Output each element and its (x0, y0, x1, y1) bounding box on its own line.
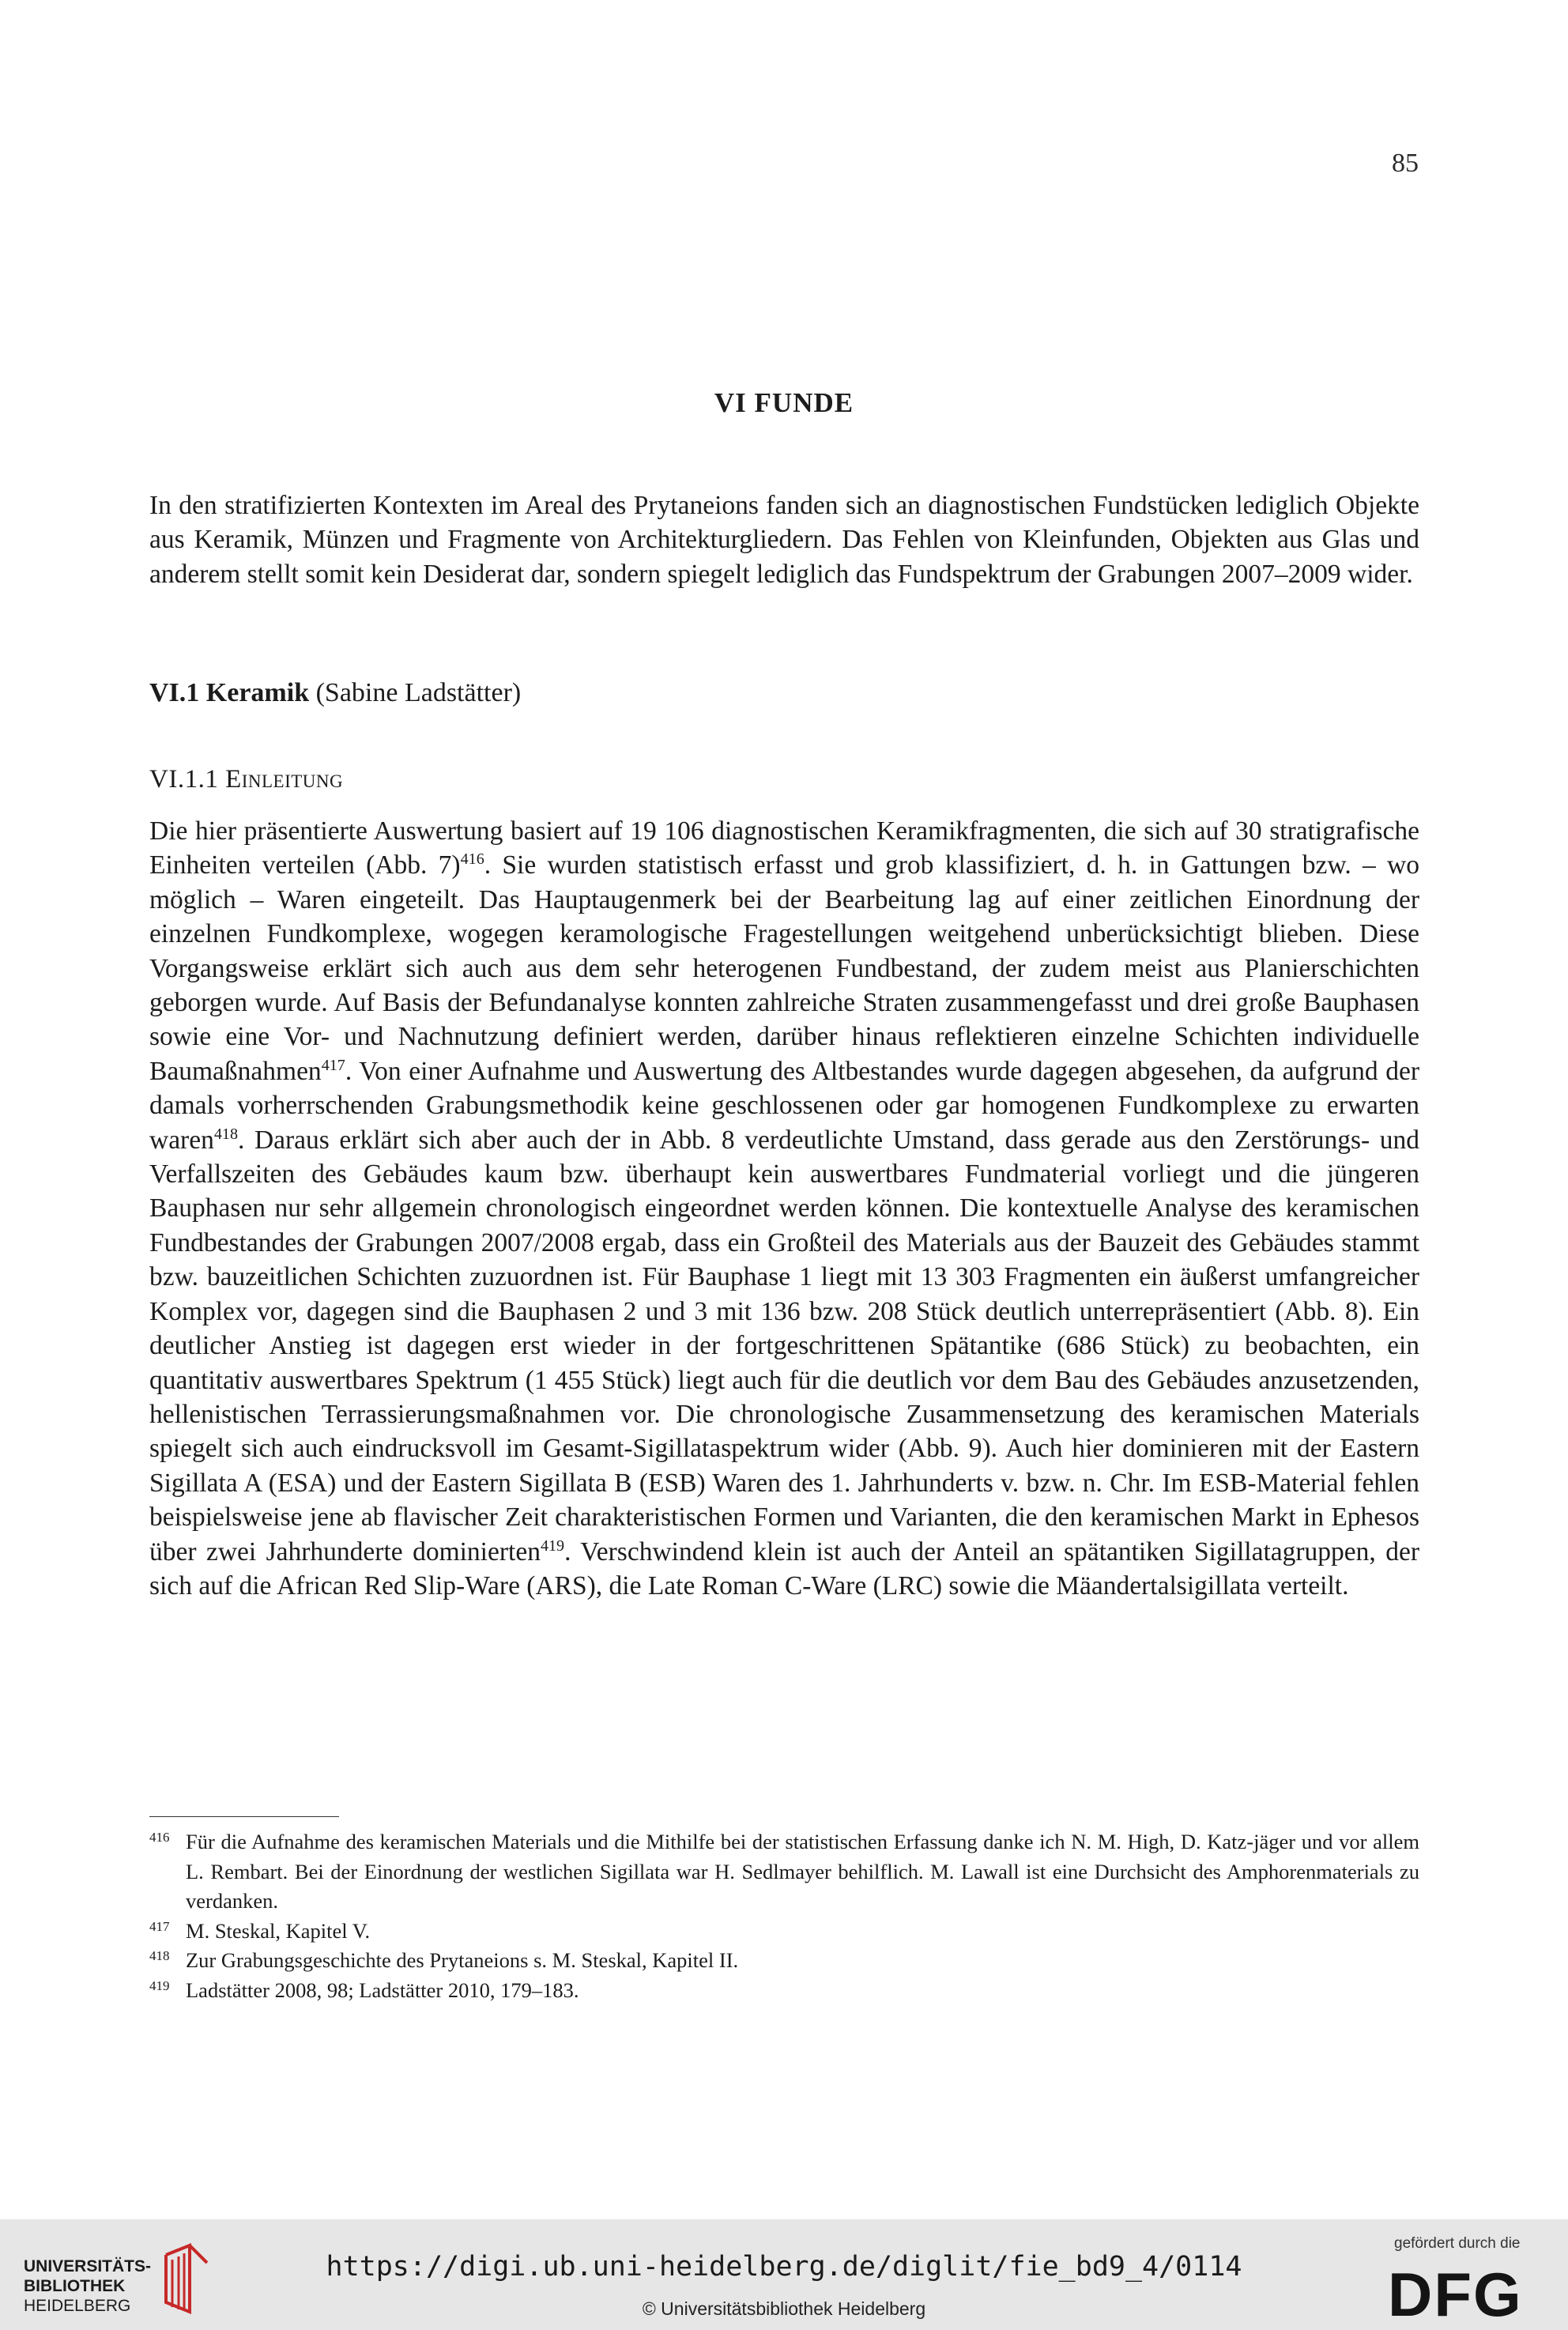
footnote-number: 416 (149, 1830, 170, 1845)
subsection-title: Einleitung (225, 765, 344, 794)
intro-paragraph: In den stratifizierten Kontexten im Areal des Prytaneions fanden sich an diagnostischen Fundstücken lediglich Objekte aus Keramik, Münzen und Fragmente von Architekturgliedern. Das Fehlen von Kleinfunden, Objekten aus Glas und anderem stellt somit kein Desiderat dar, sondern spiegelt lediglich das Fundspektrum der Grabungen 2007–2009 wider. (149, 491, 1419, 589)
permalink-url[interactable]: https://digi.ub.uni-heidelberg.de/diglit/fie_bd9_4/0114 (326, 2251, 1242, 2283)
footnote-number: 419 (149, 1977, 170, 1993)
footnote-number: 417 (149, 1918, 170, 1934)
funding-block (1386, 2235, 1536, 2322)
section-number: VI.1 (149, 678, 200, 707)
library-logo-text: UNIVERSITÄTS- BIBLIOTHEK HEIDELBERG (24, 2257, 152, 2315)
body-paragraph: Die hier präsentierte Auswertung basiert auf 19 106 diagnostischen Keramikfragmenten, die sich auf 30 stratigrafische Einheiten verteilen (Abb. 7)$^{416}$. Sie wurden statistisch erfasst und grob klassifiziert, d. h. in Gattungen bzw. – wo möglich – Waren eingeteilt. Das Hauptaugenmerk bei der Bearbeitung lag auf einer zeitlichen Einordnung der einzelnen Fundkomplexe, wogegen keramologische Fragestellungen weitgehend unberücksichtigt blieben. Diese Vorgangsweise erklärt sich auch aus dem sehr heterogenen Fundbestand, der zudem meist aus Planierschichten geborgen wurde. Auf Basis der Befundanalyse konnten zahlreiche Straten zusammengefasst und drei große Bauphasen sowie eine Vor- und Nachnutzung definiert werden, darüber hinaus reflektieren einzelne Schichten individuelle Baumaßnahmen$^{417}$. Von einer Aufnahme und Auswertung des Altbestandes wurde dagegen abgesehen, da aufgrund der damals vorherrschenden Grabungsmethodik keine geschlossenen oder gar homogenen Fundkomplexe zu erwarten waren$^{418}$. Daraus erklärt sich aber auch der in Abb. 8 verdeutlichte Umstand, dass gerade aus den Zerstörungs- und Verfallszeiten des Gebäudes kaum bzw. überhaupt kein auswertbares Fundmaterial vorliegt und die jüngeren Bauphasen nur sehr allgemein chronologisch eingeordnet werden können. Die kontextuelle Analyse des keramischen Fundbestandes der Grabungen 2007/2008 ergab, dass ein Großteil des Materials aus der Bauzeit des Gebäudes stammt bzw. bauzeitlichen Schichten zuzuordnen ist. Für Bauphase 1 liegt mit 13 303 Fragmenten ein äußerst umfangreicher Komplex vor, dagegen sind die Bauphasen 2 und 3 mit 136 bzw. 208 Stück deutlich unterrepräsentiert (Abb. 8). Ein deutlicher Anstieg ist dagegen erst wieder in der fortgeschrittenen Spätantike (686 Stück) zu beobachten, ein quantitativ auswertbares Spektrum (1 455 Stück) liegt auch für die deutlich vor dem Bau des Gebäudes anzusetzenden, hellenistischen Terrassierungsmaßnahmen vor. Die chronologische Zusammensetzung des keramischen Materials spiegelt sich auch eindrucksvoll im Gesamt-Sigillataspektrum wider (Abb. 9). Auch hier dominieren mit der Eastern Sigillata A (ESA) und der Eastern Sigillata B (ESB) Waren des 1. Jahrhunderts v. bzw. n. Chr. Im ESB-Material fehlen beispielsweise jene ab flavischer Zeit charakteristischen Formen und Varianten, die den keramischen Markt in Ephesos über zwei Jahrhunderte dominierten$^{419}$. Verschwindend klein ist auch der Anteil an spätantiken Sigillatagruppen, der sich auf die African Red Slip-Ware (ARS), die Late Roman C-Ware (LRC) sowie die Mäandertalsigillata verteilt. (149, 816, 1419, 1600)
footnote-417 (149, 1917, 1419, 1947)
chapter-title: VI FUNDE (714, 387, 854, 418)
subsection-number: VI.1.1 (149, 765, 219, 794)
page-number: 85 (1392, 149, 1419, 178)
footnote-418 (149, 1946, 1419, 1976)
copyright-notice: © Universitätsbibliothek Heidelberg (642, 2298, 926, 2319)
section-author: (Sabine Ladstätter) (315, 678, 522, 707)
footnote-text: M. Steskal, Kapitel V. (186, 1918, 371, 1943)
subsection-heading (149, 765, 343, 794)
footnote-divider (149, 1816, 339, 1817)
footnote-416 (149, 1827, 1419, 1917)
footnote-419 (149, 1976, 1419, 2006)
dfg-logo (1386, 2259, 1536, 2322)
footnotes (149, 1827, 1419, 2005)
footer-bar (0, 2219, 1568, 2330)
footnote-text: Zur Grabungsgeschichte des Prytaneions s. M. Steskal, Kapitel II. (186, 1948, 739, 1972)
section-heading (149, 678, 521, 708)
footnote-text: Für die Aufnahme des keramischen Materials und die Mithilfe bei der statistischen Erfassung danke ich N. M. High, D. Katz-jäger und vor allem L. Rembart. Bei der Einordnung der westlichen Sigillata war H. Sedlmayer behilflich. M. Lawall ist eine Durchsicht des Amphorenmaterials zu verdanken. (186, 1830, 1419, 1913)
footnote-number: 418 (149, 1948, 170, 1963)
svg-text:DFG: DFG (1388, 2260, 1523, 2322)
section-title: Keramik (205, 678, 310, 707)
funding-label: gefördert durch die (1394, 2235, 1521, 2252)
footnote-text: Ladstätter 2008, 98; Ladstätter 2010, 179–183. (186, 1977, 579, 2002)
